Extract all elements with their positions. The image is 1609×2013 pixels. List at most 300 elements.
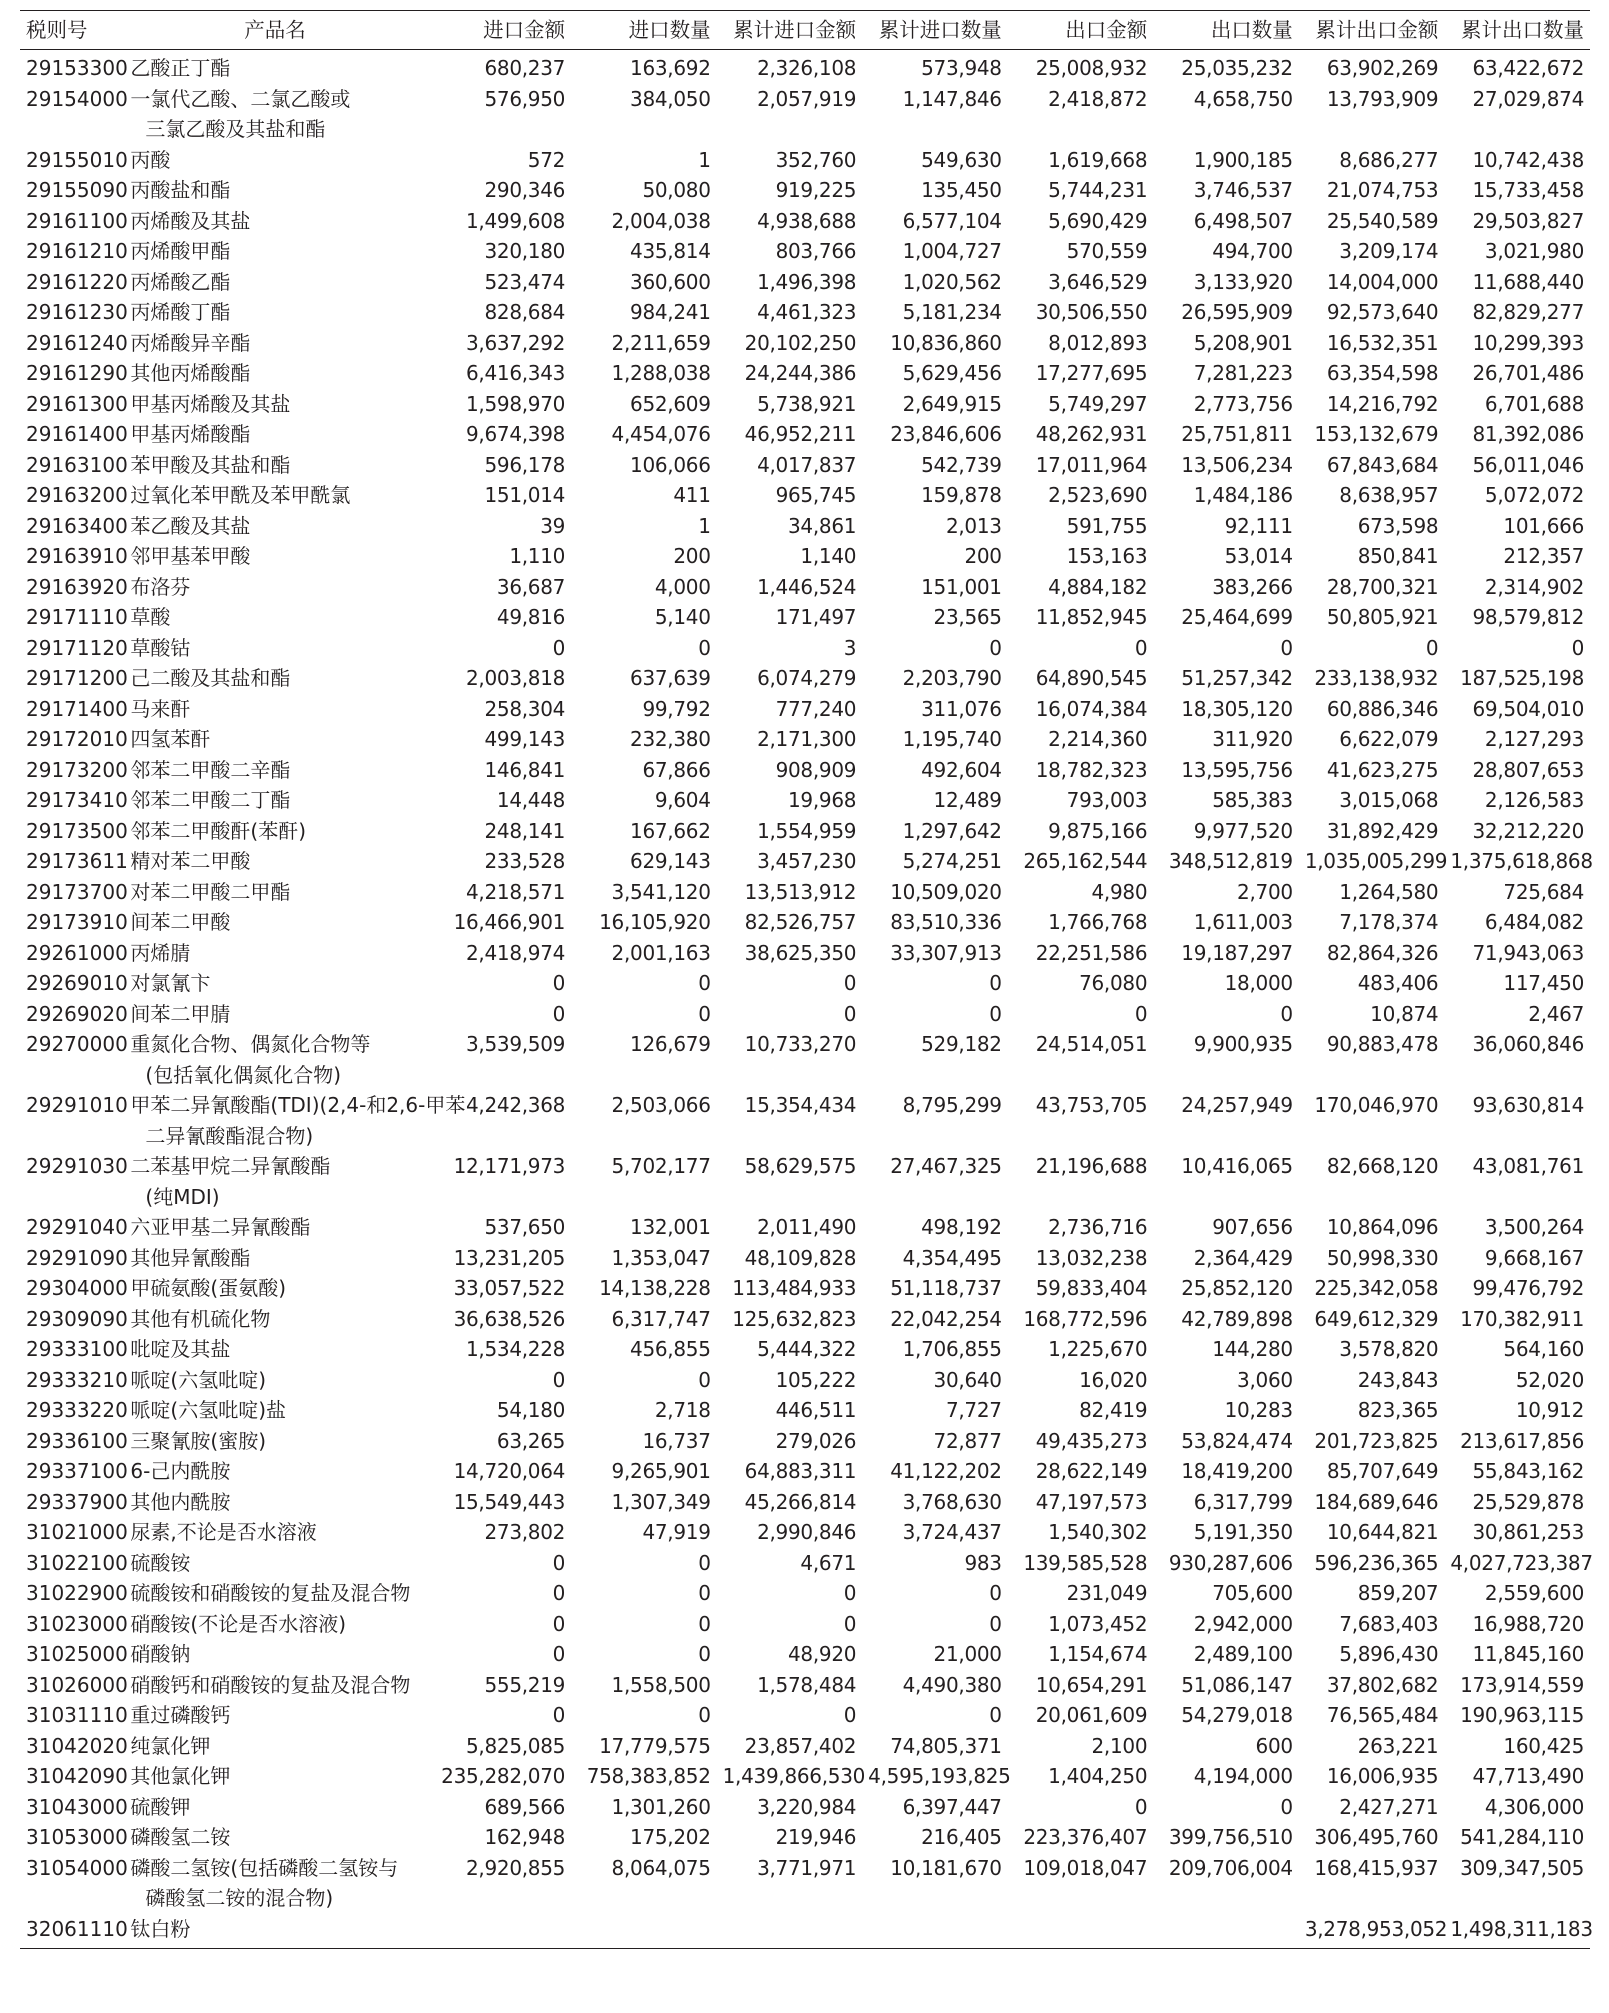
product-name-cell [124,816,425,847]
cumulative-import-quantity-cell: 72,877 [933,1428,1002,1453]
cumulative-import-quantity-cell: 159,878 [921,483,1002,507]
cumulative-export-value-cell: 60,886,346 [1326,696,1439,721]
cumulative-export-quantity-cell: 2,127,293 [1484,727,1584,751]
tariff-code-cell: 29333210 [26,1367,128,1392]
product-name-line: 布洛芬 [130,574,191,599]
cumulative-export-value-cell: 50,998,330 [1326,1245,1439,1270]
tariff-code-cell: 29173611 [26,849,128,873]
product-name-cell [124,1700,425,1731]
cumulative-import-quantity-cell: 0 [989,971,1002,995]
product-name-cell [124,1731,425,1762]
export-value-cell: 2,736,716 [1048,1215,1148,1239]
cumulative-export-value-cell: 85,707,649 [1326,1459,1439,1483]
export-quantity-cell: 9,900,935 [1193,1032,1293,1056]
col-header-import-value: 进口金额 [426,11,572,50]
import-quantity-cell: 175,202 [630,1825,711,1849]
export-quantity-cell: 54,279,018 [1181,1703,1293,1727]
export-quantity-cell: 3,746,537 [1193,178,1293,202]
export-quantity-cell: 1,900,185 [1193,147,1293,172]
table-row [20,267,1590,298]
cumulative-export-value-cell: 168,415,937 [1314,1855,1439,1880]
cumulative-import-value-cell: 1,578,484 [757,1672,857,1697]
product-name-line: 丙酸 [130,147,171,172]
cumulative-export-quantity-cell: 2,126,583 [1484,788,1584,812]
table-row [20,1517,1590,1548]
export-value-cell: 1,619,668 [1048,147,1148,172]
product-name-line: 硫酸铵 [130,1550,191,1575]
cumulative-import-value-cell: 352,760 [775,147,857,172]
cumulative-export-value-cell: 41,623,275 [1326,757,1439,782]
product-name-line: 哌啶(六氢吡啶) [130,1367,266,1392]
table-row [20,297,1590,328]
product-name-line: 其他氯化钾 [130,1764,231,1788]
import-value-cell: 146,841 [484,757,566,782]
tariff-code-cell: 29291030 [26,1154,128,1178]
product-name-line: 磷酸氢二铵的混合物) [145,1886,334,1910]
cumulative-export-value-cell: 1,264,580 [1339,879,1439,904]
col-header-tariff-code: 税则号 [20,11,124,50]
product-name-line: 己二酸及其盐和酯 [130,666,291,690]
cumulative-import-quantity-cell [862,1914,1008,1949]
cumulative-import-quantity-cell: 573,948 [921,56,1002,80]
import-quantity-cell: 360,600 [630,269,711,294]
product-name-cell [124,1914,425,1949]
product-name-line: 其他异氰酸酯 [130,1245,251,1270]
cumulative-import-value-cell: 4,671 [800,1550,857,1575]
import-value-cell: 36,687 [496,574,566,599]
export-value-cell: 59,833,404 [1035,1276,1148,1300]
tariff-code-cell: 29336100 [26,1428,128,1453]
product-name-cell [124,1761,425,1792]
export-quantity-cell [1153,1914,1299,1949]
cumulative-import-value-cell: 48,109,828 [744,1245,857,1270]
tariff-code-cell: 32061110 [20,1914,124,1949]
product-name-line: 硝酸铵(不论是否水溶液) [130,1611,346,1636]
cumulative-import-quantity-cell: 10,836,860 [890,330,1002,355]
cumulative-import-quantity-cell: 4,354,495 [902,1245,1002,1270]
import-quantity-cell: 1,353,047 [611,1245,711,1270]
export-value-cell: 64,890,545 [1035,666,1148,690]
export-value-cell: 16,074,384 [1035,696,1148,721]
tariff-code-cell: 29155010 [26,147,128,172]
product-name-line: (包括氧化偶氮化合物) [145,1062,341,1087]
product-name-line: 六亚甲基二异氰酸酯 [130,1215,311,1239]
product-name-cell [124,1578,425,1609]
import-quantity-cell: 984,241 [630,300,711,324]
cumulative-export-quantity-cell: 82,829,277 [1472,300,1584,324]
tariff-code-cell: 31042020 [26,1733,128,1758]
tariff-code-cell: 29161220 [26,269,128,294]
cumulative-export-value-cell: 21,074,753 [1326,178,1439,202]
cumulative-import-quantity-cell: 7,727 [945,1398,1002,1422]
export-quantity-cell: 348,512,819 [1168,849,1293,873]
cumulative-export-value-cell: 201,723,825 [1314,1428,1439,1453]
cumulative-export-value-cell: 859,207 [1357,1581,1439,1605]
import-quantity-cell: 16,105,920 [599,910,711,934]
product-name-line: 二异氰酸酯混合物) [145,1123,314,1148]
cumulative-export-quantity-cell: 56,011,046 [1472,452,1584,477]
tariff-code-cell: 29173500 [26,818,128,843]
import-value-cell: 13,231,205 [453,1245,566,1270]
cumulative-export-quantity-cell: 187,525,198 [1460,666,1584,690]
product-name-cell [124,541,425,572]
export-value-cell: 10,654,291 [1035,1672,1148,1697]
cumulative-import-quantity-cell: 5,274,251 [902,849,1002,873]
product-name-cell [124,1822,425,1853]
import-quantity-cell: 411 [673,483,711,507]
cumulative-import-value-cell: 64,883,311 [744,1459,857,1483]
import-quantity-cell: 67,866 [642,757,711,782]
import-value-cell: 273,802 [484,1520,566,1544]
export-value-cell: 0 [1134,635,1148,660]
export-quantity-cell: 10,283 [1224,1398,1293,1422]
import-quantity-cell: 99,792 [642,696,711,721]
export-value-cell: 28,622,149 [1035,1459,1148,1483]
product-name-cell [124,1212,425,1243]
cumulative-import-quantity-cell: 529,182 [921,1032,1002,1056]
import-value-cell: 0 [552,1001,566,1026]
cumulative-import-quantity-cell: 549,630 [921,147,1002,172]
product-name-cell [124,511,425,542]
tariff-code-cell: 29173200 [26,757,128,782]
cumulative-import-quantity-cell: 10,181,670 [890,1855,1002,1880]
table-row [20,1487,1590,1518]
cumulative-import-value-cell: 0 [843,971,857,995]
export-quantity-cell: 10,416,065 [1181,1154,1293,1178]
cumulative-import-value-cell: 446,511 [775,1398,857,1422]
cumulative-export-quantity-cell: 11,688,440 [1472,269,1584,294]
export-value-cell: 4,884,182 [1048,574,1148,599]
tariff-code-cell: 29161300 [26,391,128,416]
tariff-code-cell: 29171120 [26,635,128,660]
cumulative-export-quantity-cell: 6,701,688 [1484,391,1584,416]
cumulative-export-quantity-cell: 2,314,902 [1484,574,1584,599]
table-row [20,1700,1590,1731]
cumulative-export-value-cell: 28,700,321 [1326,574,1439,599]
tariff-code-cell: 29171200 [26,666,128,690]
cumulative-export-value-cell: 14,004,000 [1326,269,1439,294]
product-name-line: 丙酸盐和酯 [130,178,231,202]
product-name-cell [124,1517,425,1548]
cumulative-import-value-cell: 0 [843,1581,857,1605]
table-row [20,1639,1590,1670]
cumulative-export-value-cell: 5,896,430 [1339,1642,1439,1666]
tariff-code-cell: 29291010 [26,1093,128,1117]
cumulative-import-value-cell: 919,225 [775,178,857,202]
export-quantity-cell: 6,498,507 [1193,208,1293,233]
table-row [20,755,1590,786]
cumulative-import-quantity-cell: 492,604 [921,757,1002,782]
cumulative-import-quantity-cell: 22,042,254 [890,1306,1002,1331]
cumulative-import-quantity-cell: 6,397,447 [902,1794,1002,1819]
product-name-line: 硝酸钠 [130,1642,191,1666]
export-value-cell: 1,073,452 [1048,1611,1148,1636]
import-value-cell: 151,014 [484,483,566,507]
cumulative-import-quantity-cell: 12,489 [933,788,1002,812]
product-name-cell [124,480,425,511]
import-value-cell: 572 [527,147,566,172]
table-row [20,1243,1590,1274]
tariff-code-cell: 29163100 [26,452,128,477]
tariff-code-cell: 29261000 [26,940,128,965]
table-row [20,389,1590,420]
product-name-line: 重氮化合物、偶氮化合物等 [130,1032,371,1056]
table-row [20,1029,1590,1090]
cumulative-export-quantity-cell: 25,529,878 [1472,1489,1584,1514]
export-value-cell: 109,018,047 [1023,1855,1148,1880]
product-name-line: 邻苯二甲酸二辛酯 [130,757,291,782]
cumulative-export-value-cell: 3,278,953,052 [1299,1914,1445,1949]
cumulative-import-quantity-cell: 8,795,299 [902,1093,1002,1117]
cumulative-export-value-cell: 2,427,271 [1339,1794,1439,1819]
import-quantity-cell: 47,919 [642,1520,711,1544]
import-quantity-cell: 0 [698,1367,711,1392]
cumulative-export-value-cell: 63,902,269 [1326,56,1439,80]
col-header-cumulative-import-quantity: 累计进口数量 [862,11,1008,50]
product-name-line: 磷酸氢二铵 [130,1825,231,1849]
cumulative-export-value-cell: 3,015,068 [1339,788,1439,812]
col-header-cumulative-export-quantity: 累计出口数量 [1444,11,1590,50]
cumulative-import-value-cell: 219,946 [775,1825,857,1849]
import-quantity-cell: 435,814 [630,239,711,263]
cumulative-import-quantity-cell: 4,595,193,825 [868,1764,1011,1788]
import-quantity-cell: 0 [698,1642,711,1666]
import-value-cell: 16,466,901 [453,910,566,934]
cumulative-export-value-cell: 63,354,598 [1326,361,1439,385]
cumulative-export-quantity-cell: 1,498,311,183 [1444,1914,1590,1949]
import-quantity-cell: 0 [698,1550,711,1575]
product-name-line: 乙酸正丁酯 [130,56,231,80]
table-row [20,50,1590,84]
table-row [20,541,1590,572]
col-header-import-quantity: 进口数量 [571,11,717,50]
cumulative-import-quantity-cell: 2,649,915 [902,391,1002,416]
table-row [20,1426,1590,1457]
export-value-cell: 17,277,695 [1035,361,1148,385]
cumulative-import-value-cell: 24,244,386 [744,361,857,385]
cumulative-import-value-cell: 171,497 [775,605,857,629]
cumulative-export-value-cell: 3,578,820 [1339,1337,1439,1361]
product-name-line: 一氯代乙酸、二氯乙酸或 [130,86,351,111]
cumulative-import-quantity-cell: 200 [964,544,1002,568]
export-value-cell: 20,061,609 [1035,1703,1148,1727]
table-row [20,724,1590,755]
tariff-code-cell: 31026000 [26,1672,128,1697]
table-row [20,663,1590,694]
export-value-cell: 223,376,407 [1023,1825,1148,1849]
cumulative-import-quantity-cell: 311,076 [921,696,1002,721]
import-value-cell: 499,143 [484,727,566,751]
cumulative-export-value-cell: 13,793,909 [1326,86,1439,111]
cumulative-import-value-cell: 3,457,230 [757,849,857,873]
export-value-cell: 13,032,238 [1035,1245,1148,1270]
import-quantity-cell: 0 [698,1581,711,1605]
product-name-line: 邻甲基苯甲酸 [130,544,251,568]
cumulative-import-value-cell: 105,222 [775,1367,857,1392]
table-row [20,358,1590,389]
import-value-cell: 258,304 [484,696,566,721]
cumulative-export-value-cell: 31,892,429 [1326,818,1439,843]
header-row [20,11,1590,50]
export-quantity-cell: 585,383 [1212,788,1293,812]
cumulative-import-quantity-cell: 30,640 [933,1367,1002,1392]
product-name-cell [124,50,425,84]
product-name-line: 邻苯二甲酸酐(苯酐) [130,818,306,843]
tariff-code-cell: 29161400 [26,422,128,446]
cumulative-export-quantity-cell: 43,081,761 [1472,1154,1584,1178]
tariff-code-cell: 31021000 [26,1520,128,1544]
export-value-cell: 1,540,302 [1048,1520,1148,1544]
cumulative-import-quantity-cell: 51,118,737 [890,1276,1002,1300]
tariff-code-cell: 29337100 [26,1459,128,1483]
product-name-cell [124,328,425,359]
product-name-cell [124,1487,425,1518]
export-value-cell: 43,753,705 [1035,1093,1148,1117]
import-value-cell: 2,003,818 [465,666,566,690]
table-row [20,1853,1590,1914]
cumulative-export-value-cell: 184,689,646 [1314,1489,1439,1514]
import-value-cell: 3,539,509 [465,1032,566,1056]
cumulative-import-quantity-cell: 151,001 [921,574,1002,599]
import-quantity-cell: 2,211,659 [611,330,711,355]
tariff-code-cell: 29163400 [26,513,128,538]
tariff-code-cell: 29161230 [26,300,128,324]
import-value-cell: 320,180 [484,239,566,263]
cumulative-export-quantity-cell: 190,963,115 [1460,1703,1584,1727]
product-name-cell [124,785,425,816]
export-value-cell: 1,766,768 [1048,910,1148,934]
export-quantity-cell: 930,287,606 [1168,1550,1293,1575]
cumulative-import-value-cell: 803,766 [775,239,857,263]
import-value-cell: 233,528 [484,849,566,873]
cumulative-import-quantity-cell: 33,307,913 [890,940,1002,965]
cumulative-export-quantity-cell: 99,476,792 [1472,1276,1584,1300]
product-name-cell [124,1090,466,1151]
import-value-cell [426,1914,572,1949]
table-row [20,1609,1590,1640]
table-row [20,1395,1590,1426]
export-value-cell: 25,008,932 [1035,56,1148,80]
export-quantity-cell: 19,187,297 [1181,940,1293,965]
table-row [20,785,1590,816]
cumulative-import-quantity-cell: 1,020,562 [902,269,1002,294]
cumulative-export-value-cell: 3,209,174 [1339,239,1439,263]
cumulative-import-value-cell [717,1914,863,1949]
product-name-cell [124,1395,425,1426]
import-value-cell: 0 [552,1550,566,1575]
import-value-cell: 9,674,398 [465,422,566,446]
cumulative-import-value-cell: 34,861 [787,513,857,538]
cumulative-export-value-cell: 306,495,760 [1314,1825,1439,1849]
tariff-code-cell: 29173410 [26,788,128,812]
export-quantity-cell: 209,706,004 [1168,1855,1293,1880]
table-row [20,1273,1590,1304]
cumulative-export-quantity-cell: 47,713,490 [1472,1764,1584,1788]
table-row [20,145,1590,176]
export-quantity-cell: 25,751,811 [1181,422,1293,446]
cumulative-import-value-cell: 48,920 [787,1642,857,1666]
export-quantity-cell: 2,364,429 [1193,1245,1293,1270]
import-quantity-cell: 9,265,901 [611,1459,711,1483]
col-header-export-value: 出口金额 [1008,11,1154,50]
product-name-line: 纯氯化钾 [130,1733,211,1758]
product-name-line: (纯MDI) [145,1184,220,1209]
tariff-code-cell: 29155090 [26,178,128,202]
export-value-cell [1008,1914,1154,1949]
export-quantity-cell: 26,595,909 [1181,300,1293,324]
export-value-cell: 82,419 [1079,1398,1148,1422]
export-quantity-cell: 18,419,200 [1181,1459,1293,1483]
export-quantity-cell: 53,014 [1224,544,1293,568]
cumulative-export-quantity-cell: 27,029,874 [1472,86,1584,111]
product-name-cell [124,1853,425,1914]
table-row [20,907,1590,938]
product-name-cell [124,358,425,389]
cumulative-export-value-cell: 649,612,329 [1314,1306,1439,1331]
product-name-line: 钛白粉 [130,1916,191,1941]
product-name-cell [124,755,425,786]
cumulative-import-value-cell: 0 [843,1703,857,1727]
product-name-cell [124,206,425,237]
export-quantity-cell: 399,756,510 [1168,1825,1293,1849]
tariff-code-cell: 29173910 [26,910,128,934]
table-row [20,1548,1590,1579]
product-name-line: 甲基丙烯酸及其盐 [130,391,291,416]
product-name-line: 其他丙烯酸酯 [130,361,251,385]
product-name-line: 丙烯酸及其盐 [130,208,251,233]
import-value-cell: 36,638,526 [453,1306,566,1331]
cumulative-export-quantity-cell: 10,299,393 [1472,330,1584,355]
table-body [20,50,1593,1949]
cumulative-import-value-cell: 908,909 [775,757,857,782]
export-quantity-cell: 5,208,901 [1193,330,1293,355]
import-value-cell: 33,057,522 [453,1276,566,1300]
tariff-code-cell: 29291090 [26,1245,128,1270]
cumulative-export-value-cell: 6,622,079 [1339,727,1439,751]
table-row [20,1731,1590,1762]
import-value-cell: 162,948 [484,1825,566,1849]
cumulative-import-quantity-cell: 6,577,104 [902,208,1002,233]
product-name-line: 甲苯二异氰酸酯(TDI)(2,4-和2,6-甲苯 [130,1093,466,1117]
product-name-line: 间苯二甲酸 [130,910,231,934]
cumulative-import-value-cell: 82,526,757 [744,910,857,934]
import-value-cell: 12,171,973 [453,1154,566,1178]
cumulative-export-value-cell: 850,841 [1357,544,1439,568]
cumulative-import-value-cell: 3 [843,635,857,660]
export-quantity-cell: 3,060 [1237,1367,1293,1392]
import-quantity-cell: 0 [698,971,711,995]
export-value-cell: 0 [1134,1001,1148,1026]
cumulative-export-value-cell: 90,883,478 [1326,1032,1439,1056]
import-value-cell: 1,534,228 [465,1337,566,1361]
import-quantity-cell: 0 [698,1611,711,1636]
export-quantity-cell: 2,489,100 [1193,1642,1293,1666]
export-value-cell: 2,523,690 [1048,483,1148,507]
cumulative-import-value-cell: 1,446,524 [757,574,857,599]
cumulative-export-value-cell: 10,864,096 [1326,1215,1439,1239]
export-quantity-cell: 25,852,120 [1181,1276,1293,1300]
import-quantity-cell [571,1914,717,1949]
import-value-cell: 828,684 [484,300,566,324]
cumulative-import-quantity-cell: 3,724,437 [902,1520,1002,1544]
cumulative-import-quantity-cell: 4,490,380 [902,1672,1002,1697]
product-name-line: 丙烯酸异辛酯 [130,330,251,355]
cumulative-import-value-cell: 2,990,846 [757,1520,857,1544]
cumulative-export-quantity-cell: 81,392,086 [1472,422,1584,446]
product-name-cell [124,1304,425,1335]
trade-statistics-table [20,10,1593,1949]
product-name-cell [124,877,425,908]
